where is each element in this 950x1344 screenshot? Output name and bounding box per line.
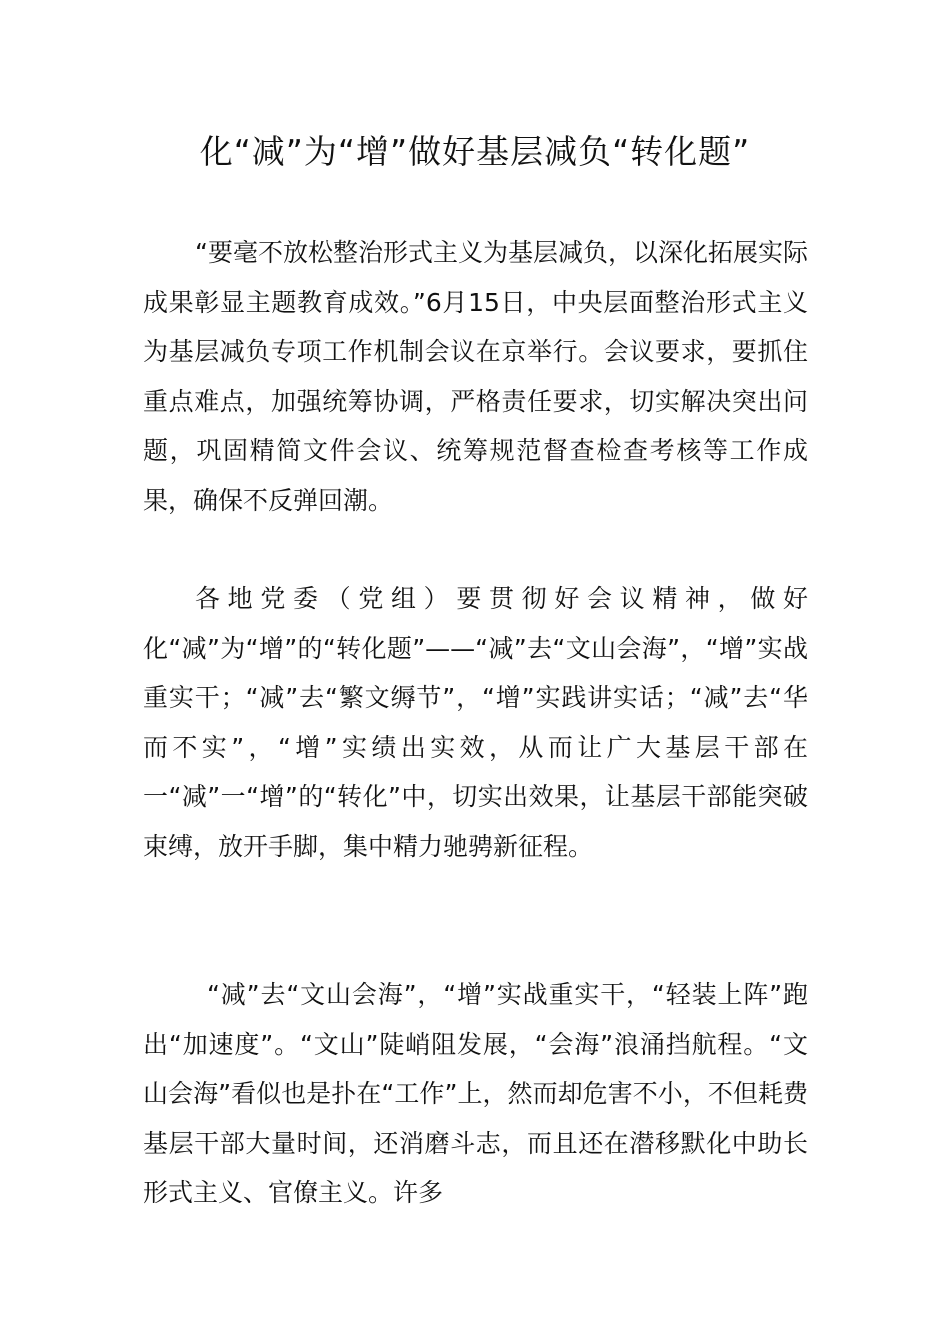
document-title: 化“减”为“增”做好基层减负“转化题” <box>199 132 751 171</box>
paragraph-3: “减”去“文山会海”，“增”实战重实干，“轻装上阵”跑出“加速度”。“文山”陡峭阻发展，“会海”浪涌挡航程。“文山会海”看似也是扑在“工作”上，然而却危害不小，不但耗费基层干部大量时间，还消磨斗志，而且还在潜移默化中助长形式主义、官僚主义。许多 <box>143 980 808 1208</box>
paragraph-2: 各地党委（党组）要贯彻好会议精神，做好化“减”为“增”的“转化题”——“减”去“文山会海”，“增”实战重实干；“减”去“繁文缛节”，“增”实践讲实话；“减”去“华而不实”，“增”实绩出实效，从而让广大基层干部在一“减”一“增”的“转化”中，切实出效果，让基层干部能突破束缚，放开手脚，集中精力驰骋新征程。 <box>143 584 808 861</box>
paragraph-1: “要毫不放松整治形式主义为基层减负，以深化拓展实际成果彰显主题教育成效。”6月15日，中央层面整治形式主义为基层减负专项工作机制会议在京举行。会议要求，要抓住重点难点，加强统筹协调，严格责任要求，切实解决突出问题，巩固精简文件会议、统筹规范督查检查考核等工作成果，确保不反弹回潮。 <box>143 238 808 515</box>
